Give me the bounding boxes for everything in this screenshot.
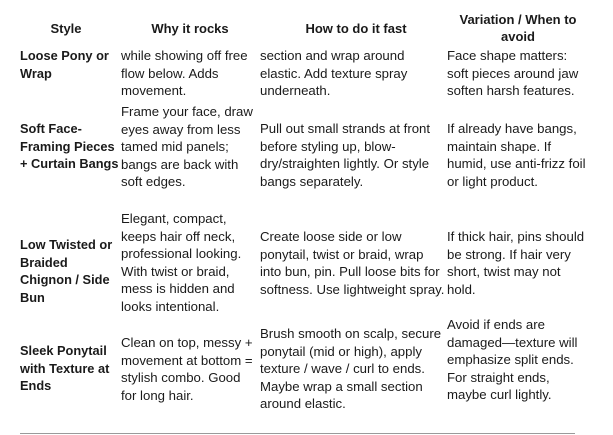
column-header-variation: Variation / When to avoid xyxy=(459,12,577,44)
table-row-3-why: Elegant, compact, keeps hair off neck, professional looking. With twist or braid, mess is hidden and looks intentional. xyxy=(121,211,242,314)
table-row-4-style: Sleek Ponytail with Texture at Ends xyxy=(20,343,110,394)
table-row-1-variation: Face shape matters: soft pieces around jaw soften harsh features. xyxy=(447,48,579,99)
table-row-3-how: Create loose side or low ponytail, twist or braid, wrap into bun, pin. Pull loose bits for softness. Use lightweight spray. xyxy=(260,229,445,297)
table-row-2-why: Frame your face, draw eyes away from less tamed mid panels; bangs are back with soft edges. xyxy=(121,104,253,190)
column-header-how: How to do it fast xyxy=(305,21,407,36)
table-row-4-why: Clean on top, messy + movement at bottom = stylish combo. Good for long hair. xyxy=(121,335,253,403)
table-row-2-how: Pull out small strands at front before styling up, blow-dry/straighten lightly. Or style bangs separately. xyxy=(260,121,431,189)
column-header-why: Why it rocks xyxy=(151,21,229,36)
table-row-4-how: Brush smooth on scalp, secure ponytail (mid or high), apply texture / wave / curl to ends. Maybe wrap a small section around elastic. xyxy=(260,326,442,412)
table-row-3-style: Low Twisted or Braided Chignon / Side Bun xyxy=(20,237,113,305)
table-row-1-why: while showing off free flow below. Adds movement. xyxy=(121,48,248,99)
table-row-4-variation: Avoid if ends are damaged—texture will emphasize split ends. For straight ends, maybe curl lightly. xyxy=(447,317,578,403)
table-row-2-variation: If already have bangs, maintain shape. If humid, use anti-frizz foil or light product. xyxy=(447,121,586,189)
table-row-1-style: Loose Pony or Wrap xyxy=(20,48,109,81)
table-bottom-divider xyxy=(20,433,575,434)
table-row-2-style: Soft Face-Framing Pieces + Curtain Bangs xyxy=(20,121,119,172)
table-row-1-how: section and wrap around elastic. Add texture spray underneath. xyxy=(260,48,408,99)
column-header-style: Style xyxy=(50,21,82,36)
table-row-3-variation: If thick hair, pins should be strong. If hair very short, twist may not hold. xyxy=(447,229,585,297)
